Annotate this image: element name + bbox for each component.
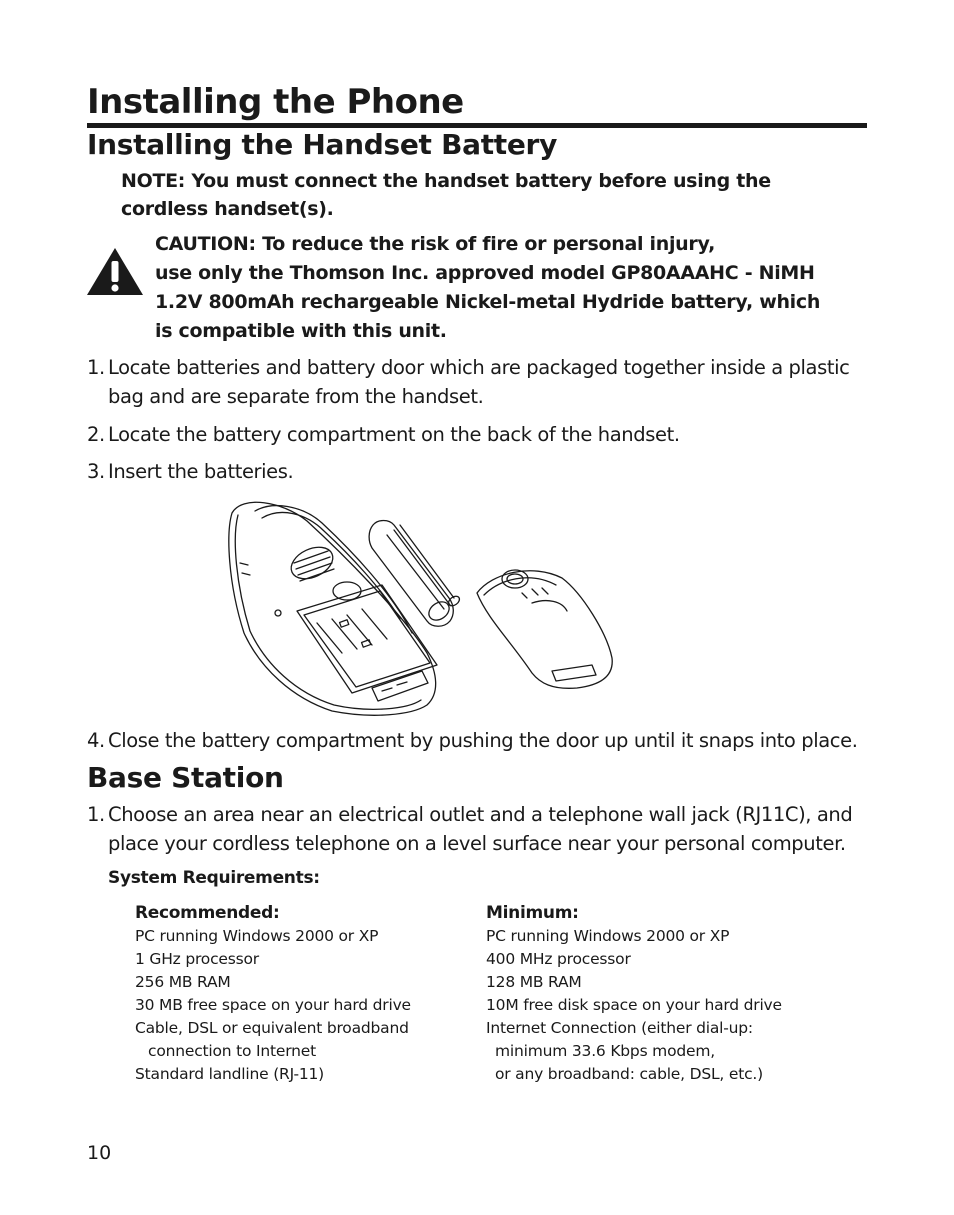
step-number: 4. — [87, 729, 105, 752]
step-text-line: Choose an area near an electrical outlet and a telephone wall jack (RJ11C), and — [108, 803, 853, 826]
minimum-requirements — [486, 902, 782, 1086]
requirement-item: Cable, DSL or equivalent broadband — [135, 1019, 409, 1037]
requirement-item: Internet Connection (either dial-up: — [486, 1019, 753, 1037]
step-1 — [87, 353, 849, 411]
requirement-item: connection to Internet — [148, 1042, 316, 1060]
section-heading-base-station: Base Station — [87, 761, 284, 794]
requirement-item: 128 MB RAM — [486, 973, 582, 991]
requirement-item: 256 MB RAM — [135, 973, 231, 991]
step-number: 1. — [87, 356, 105, 379]
page-number: 10 — [87, 1142, 112, 1164]
step-text-line: bag and are separate from the handset. — [108, 385, 484, 408]
step-number: 3. — [87, 460, 105, 483]
base-station-step-1 — [87, 800, 852, 858]
requirement-item: 400 MHz processor — [486, 950, 631, 968]
requirement-item: minimum 33.6 Kbps modem, — [495, 1042, 715, 1060]
system-requirements-label: System Requirements: — [108, 868, 320, 888]
step-text-line: Locate the battery compartment on the back of the handset. — [108, 423, 680, 446]
step-4 — [87, 726, 858, 755]
battery-installation-illustration — [222, 493, 617, 718]
requirement-item: 1 GHz processor — [135, 950, 259, 968]
minimum-heading: Minimum: — [486, 903, 579, 923]
caution-line: use only the Thomson Inc. approved model GP80AAAHC - NiMH — [155, 262, 815, 284]
step-text-line: Insert the batteries. — [108, 460, 294, 483]
warning-triangle-icon — [86, 246, 144, 296]
section-heading-handset-battery: Installing the Handset Battery — [87, 128, 558, 161]
requirement-item: or any broadband: cable, DSL, etc.) — [495, 1065, 763, 1083]
page-title: Installing the Phone — [87, 82, 464, 122]
step-number: 2. — [87, 423, 105, 446]
requirement-item: PC running Windows 2000 or XP — [135, 927, 379, 945]
note-line: cordless handset(s). — [121, 198, 334, 220]
caution-line: 1.2V 800mAh rechargeable Nickel-metal Hydride battery, which — [155, 291, 821, 313]
requirement-item: 10M free disk space on your hard drive — [486, 996, 782, 1014]
recommended-requirements — [135, 902, 411, 1086]
step-text-line: Close the battery compartment by pushing the door up until it snaps into place. — [108, 729, 858, 752]
note-line: NOTE: You must connect the handset battery before using the — [121, 170, 771, 192]
caution-line: is compatible with this unit. — [155, 320, 447, 342]
step-text-line: Locate batteries and battery door which are packaged together inside a plastic — [108, 356, 850, 379]
step-number: 1. — [87, 803, 105, 826]
batteries-drawing — [369, 521, 461, 627]
step-text-line: place your cordless telephone on a level surface near your personal computer. — [108, 832, 846, 855]
handset-drawing — [229, 502, 437, 715]
requirement-item: Standard landline (RJ-11) — [135, 1065, 325, 1083]
requirement-item: 30 MB free space on your hard drive — [135, 996, 411, 1014]
requirement-item: PC running Windows 2000 or XP — [486, 927, 730, 945]
step-2 — [87, 420, 680, 449]
recommended-heading: Recommended: — [135, 903, 280, 923]
caution-block — [155, 230, 855, 346]
battery-door-drawing — [477, 570, 612, 688]
caution-line: CAUTION: To reduce the risk of fire or personal injury, — [155, 233, 715, 255]
step-3 — [87, 457, 293, 486]
note-block — [121, 167, 841, 223]
